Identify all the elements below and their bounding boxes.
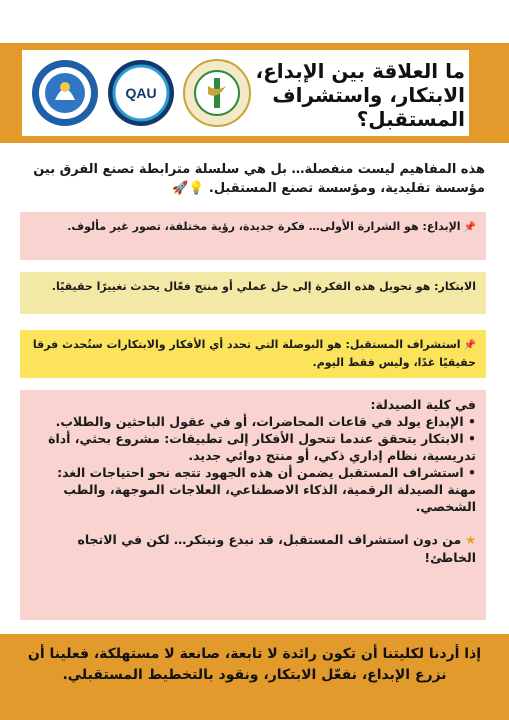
definition-foresight: [20, 330, 486, 378]
definition-creativity: [20, 212, 486, 260]
pharmacy-bullet: • الابتكار يتحقق عندما تتحول الأفكار إلى تطبيقات: مشروع بحثي، أداة تدريسية، نظام إداري ذكي، أو منتج دوائي جديد.: [48, 431, 476, 463]
intro-paragraph: [25, 160, 485, 198]
pharmacy-bullet: • استشراف المستقبل يضمن أن هذه الجهود تتجه نحو احتياجات الغد: مهنة الصيدلة الرقمية، الذكاء الاصطناعي، العلاجات الموجهة، والطب الشخصي.: [57, 465, 476, 514]
pin-icon: 📌: [463, 340, 476, 351]
definition-text: الإبداع: هو الشرارة الأولى… فكرة جديدة، رؤية مختلفة، تصور غير مألوف.: [67, 220, 461, 233]
qau-logo-text: QAU: [125, 85, 157, 101]
pin-icon: 📌: [463, 222, 476, 233]
pharmacy-heading: في كلية الصيدلة:: [370, 397, 476, 412]
intro-emoji: 💡🚀: [171, 181, 205, 196]
definition-text: الابتكار: هو تحويل هذه الفكرة إلى حل عملي أو منتج فعّال يحدث تغييرًا حقيقيًا.: [51, 280, 476, 293]
star-icon: ★: [465, 533, 476, 547]
page-title: ما العلاقة بين الإبداع، الابتكار، واستشراف المستقبل؟: [255, 59, 465, 131]
pharmacy-section: [20, 390, 486, 620]
intro-text: هذه المفاهيم ليست منفصلة… بل هي سلسلة مترابطة تصنع الفرق بين مؤسسة تقليدية، ومؤسسة تصنع المستقبل.: [33, 162, 485, 196]
definition-innovation: [20, 272, 486, 314]
pharmacy-bullet: • الإبداع يولد في قاعات المحاضرات، أو في عقول الباحثين والطلاب.: [55, 414, 476, 429]
footer-text: إذا أردنا لكليتنا أن تكون رائدة لا تابعة، صانعة لا مستهلكة، فعلينا أن نزرع الإبداع، نفعّل الابتكار، ونقود بالتخطيط المستقبلي.: [27, 646, 482, 683]
definition-text: استشراف المستقبل: هو البوصلة التي تحدد أي الأفكار والابتكارات ستُحدث فرقا حقيقيًا غدًا، وليس فقط اليوم.: [32, 338, 476, 369]
footer-band: [0, 634, 509, 720]
qau-logo: [104, 56, 178, 130]
pharmacy-closing: [30, 531, 476, 566]
university-seal-logo: [28, 56, 102, 130]
pharmacy-closing-text: من دون استشراف المستقبل، قد نبدع ونبتكر… لكن في الاتجاه الخاطئ!: [77, 532, 476, 565]
